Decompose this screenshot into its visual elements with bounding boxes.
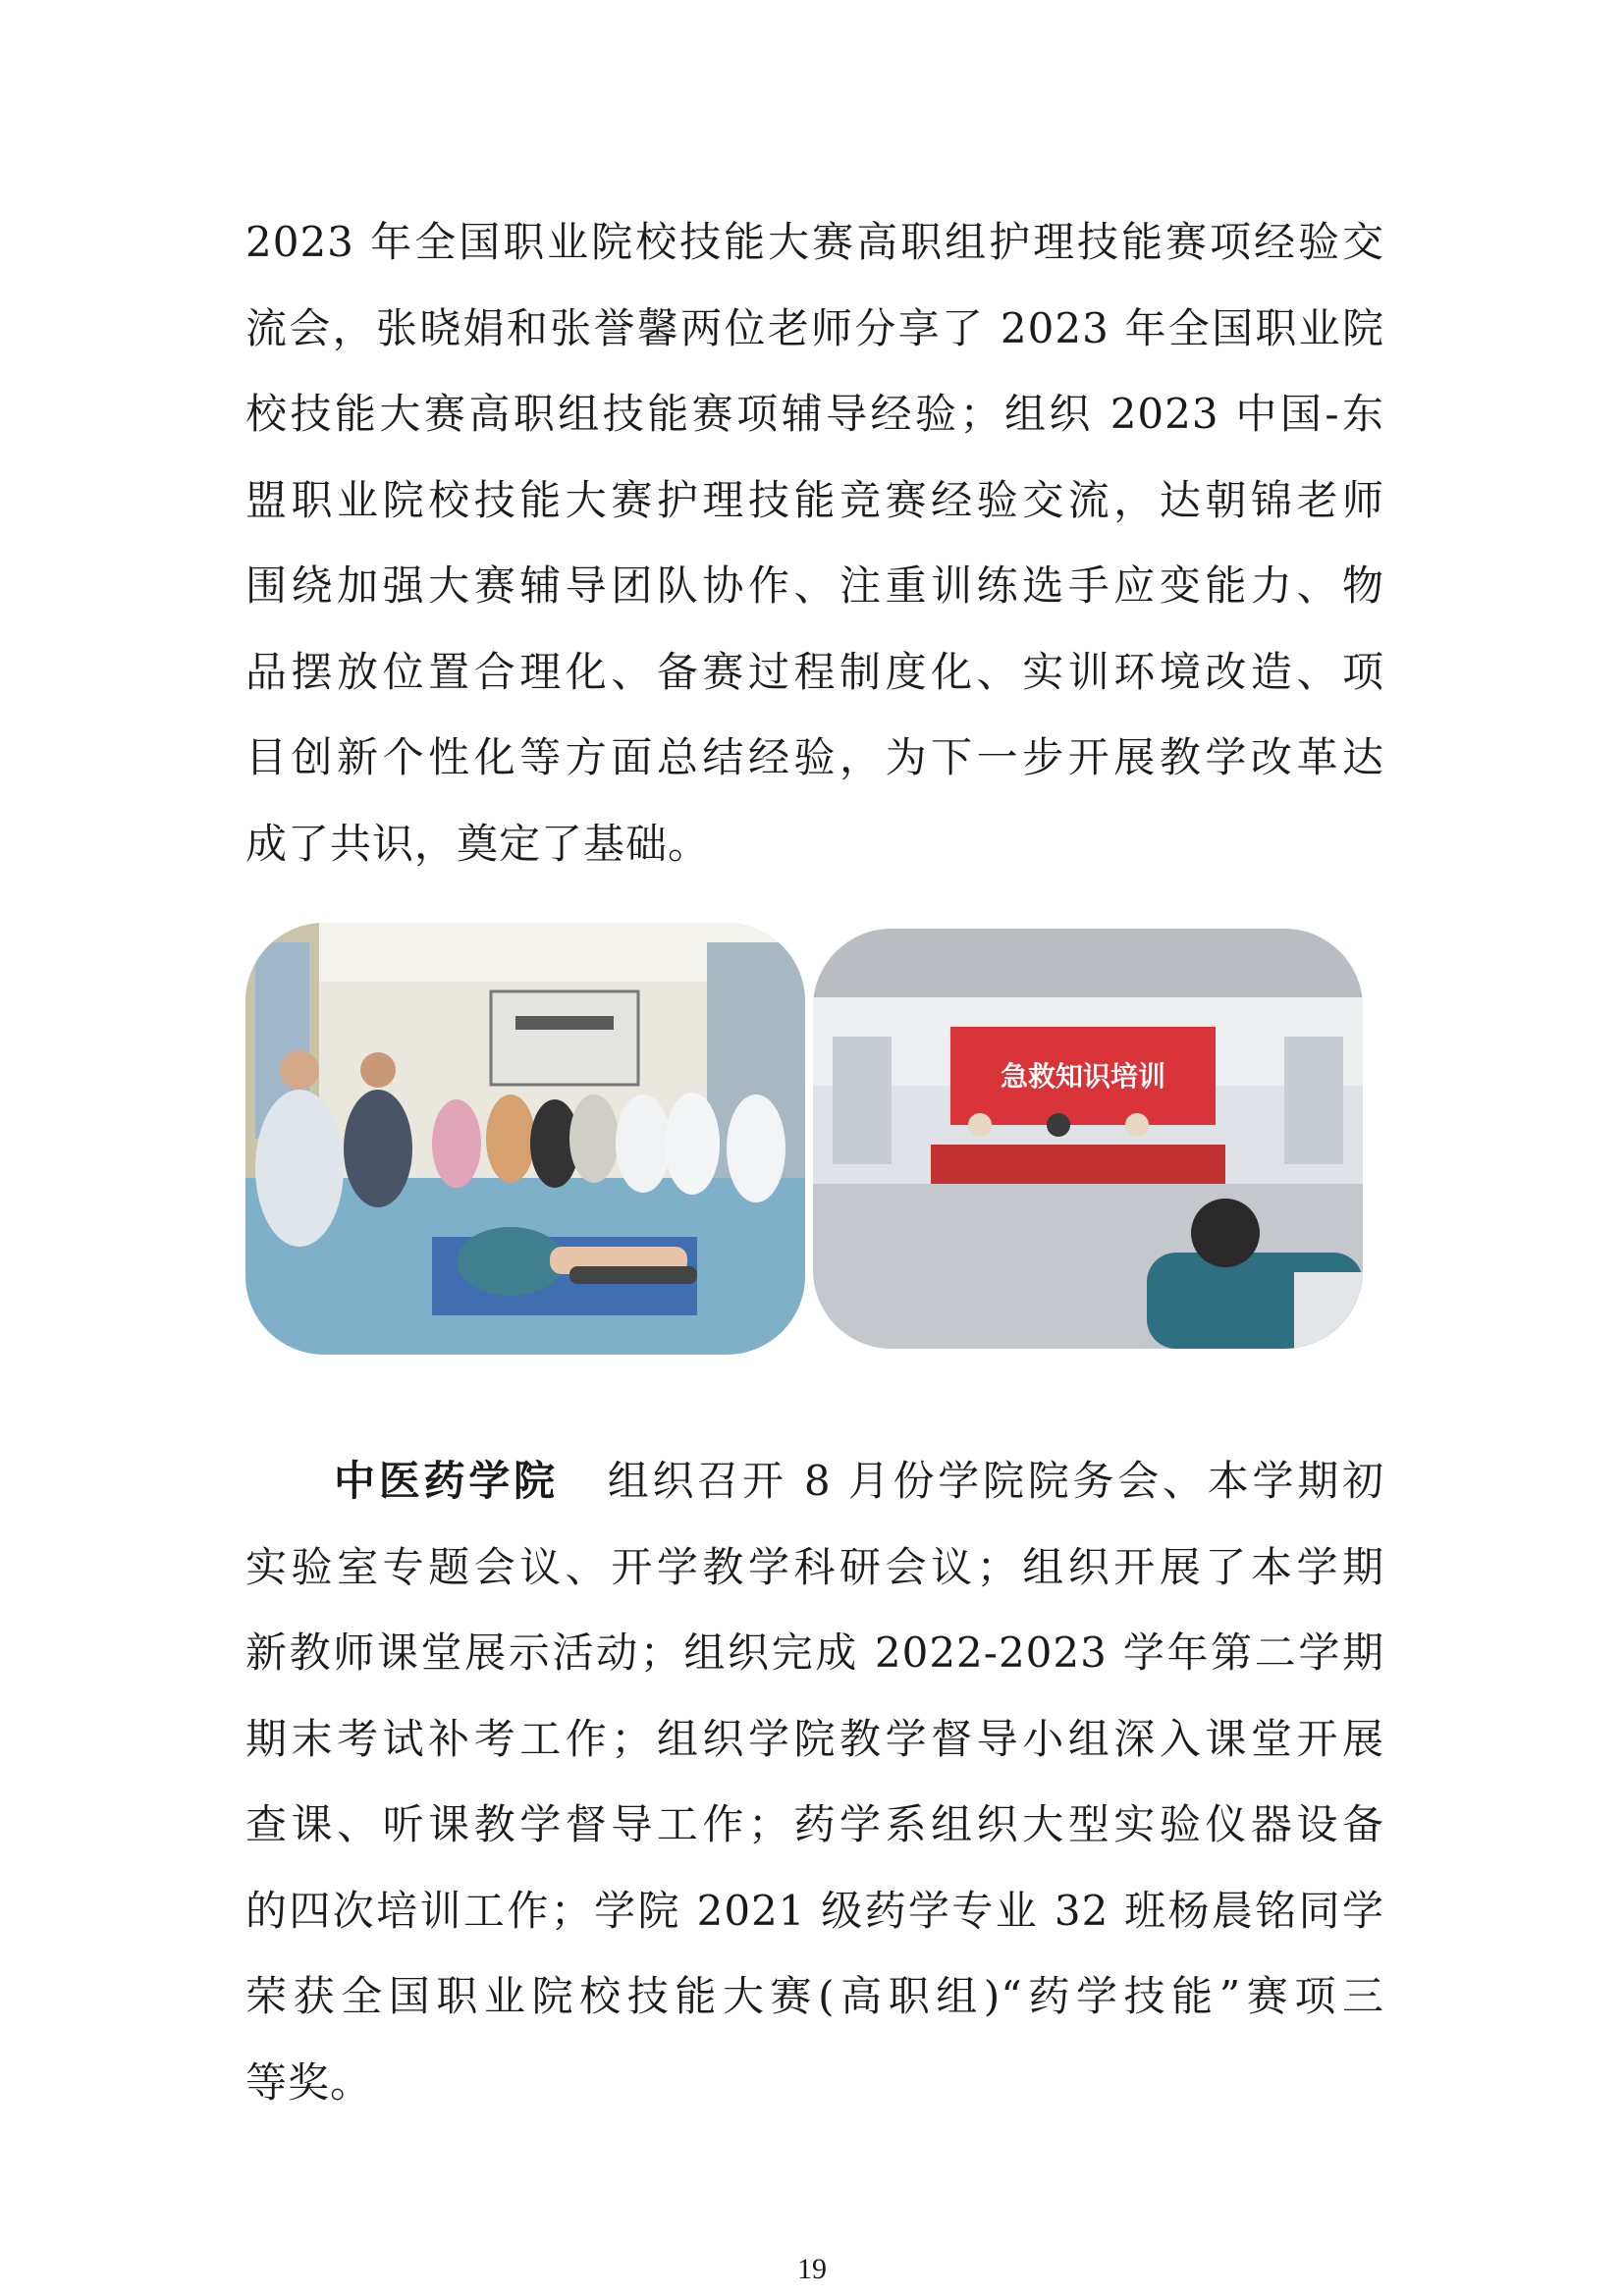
section-lead-label: 中医药学院 [334,1457,559,1505]
banner-text: 急救知识培训 [1000,1060,1166,1093]
paragraph-first-line-text: 组织召开 8 月份学院院务会、本学期初 [607,1457,1384,1505]
paragraph-line: 实验室专题会议、开学教学科研会议；组织开展了本学期 [245,1542,1384,1591]
paragraph-line: 校技能大赛高职组技能赛项辅导经验；组织 2023 中国-东 [245,390,1384,438]
paragraph-line: 2023 年全国职业院校技能大赛高职组护理技能赛项经验交 [245,218,1384,266]
photo-row [245,923,1365,1355]
paragraph-line: 新教师课堂展示活动；组织完成 2022-2023 学年第二学期 [245,1629,1384,1677]
paragraph-line: 成了共识，奠定了基础。 [245,819,711,868]
paragraph-nursing-competition [245,199,1384,886]
paragraph-tcm-college [245,1438,1384,2125]
cpr-training-photo [245,923,805,1355]
paragraph-line: 查课、听课教学督导工作；药学系组织大型实验仪器设备 [245,1800,1384,1848]
paragraph-line: 期末考试补考工作；组织学院教学督导小组深入课堂开展 [245,1714,1384,1763]
paragraph-line: 荣获全国职业院校技能大赛(高职组)“药学技能”赛项三 [245,1972,1384,2020]
paragraph-line: 流会，张晓娟和张誉馨两位老师分享了 2023 年全国职业院 [245,303,1384,352]
paragraph-first-line [245,1438,1384,1524]
paragraph-line: 的四次培训工作；学院 2021 级药学专业 32 班杨晨铭同学 [245,1886,1384,1935]
paragraph-line: 目创新个性化等方面总结经验，为下一步开展教学改革达 [245,733,1384,781]
first-aid-training-photo [813,929,1363,1349]
page-number: 19 [797,2253,827,2285]
paragraph-line: 围绕加强大赛辅导团队协作、注重训练选手应变能力、物 [245,561,1384,610]
paragraph-line: 品摆放位置合理化、备赛过程制度化、实训环境改造、项 [245,647,1384,696]
paragraph-line: 盟职业院校技能大赛护理技能竞赛经验交流，达朝锦老师 [245,475,1384,524]
paragraph-line: 等奖。 [245,2057,373,2107]
